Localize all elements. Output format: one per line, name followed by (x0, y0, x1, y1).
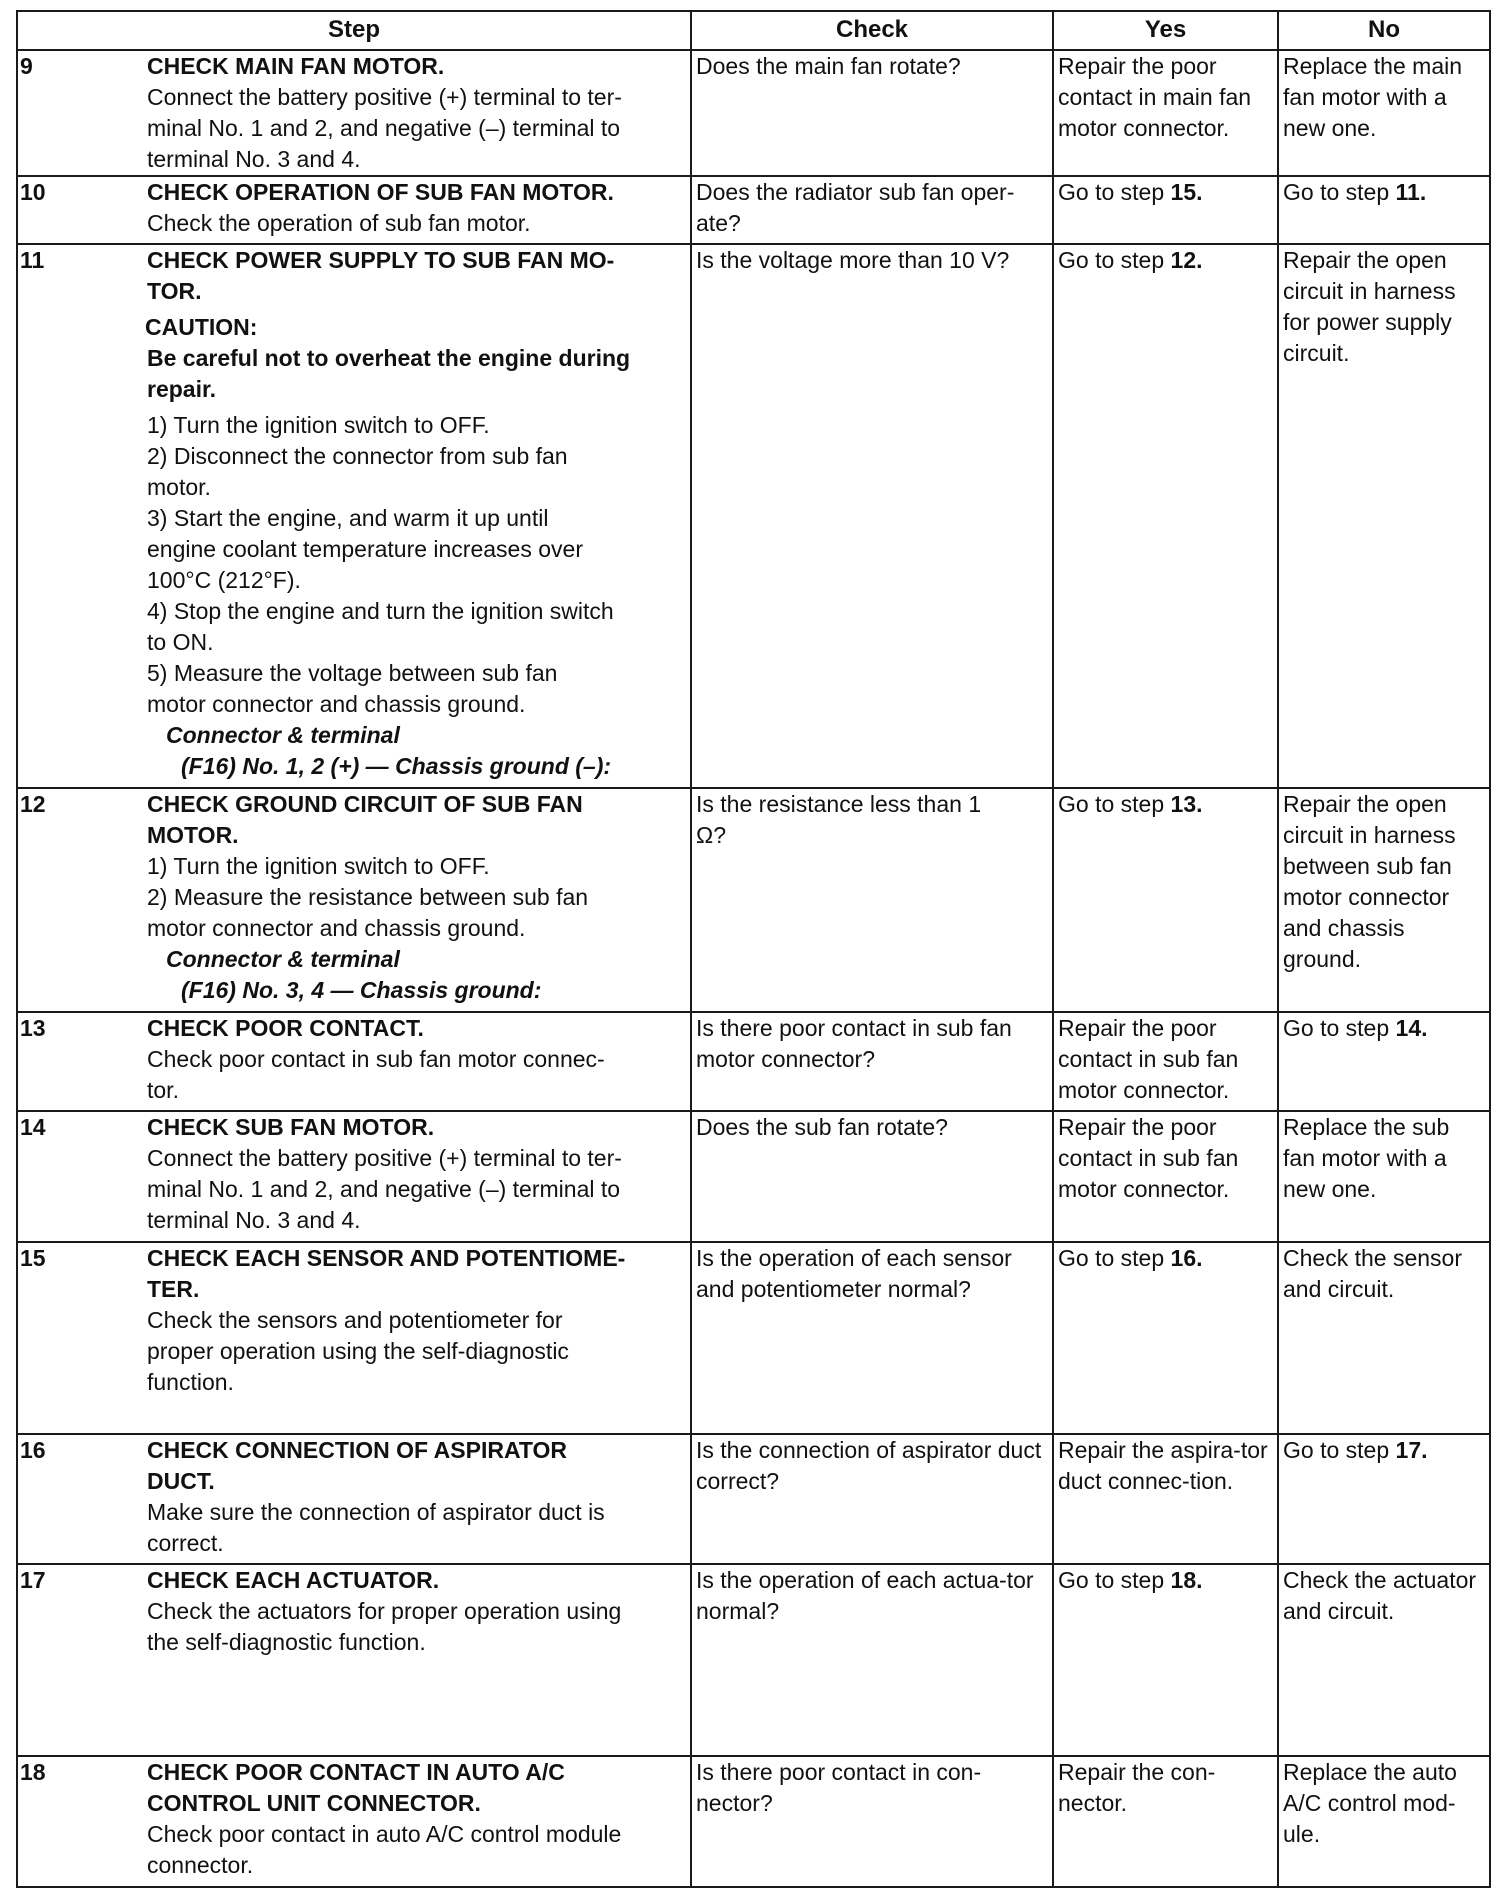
diagnostic-table (16, 10, 1491, 1888)
step-title: CHECK POWER SUPPLY TO SUB FAN MO- (147, 247, 615, 273)
step-cell (139, 1111, 691, 1242)
caution-label: CAUTION: (145, 314, 258, 340)
step-line: 3) Start the engine, and warm it up until (147, 505, 549, 531)
step-title: TOR. (147, 278, 202, 304)
step-number: 11 (17, 244, 139, 788)
table-row (17, 1012, 1490, 1111)
goto-step-number: 12. (1170, 247, 1203, 273)
step-title: TER. (147, 1276, 200, 1302)
goto-step-number: 17. (1395, 1437, 1428, 1463)
step-cell (139, 176, 691, 244)
step-cell (139, 1434, 691, 1564)
check-cell: Does the sub fan rotate? (691, 1111, 1053, 1242)
step-line: motor connector and chassis ground. (147, 691, 526, 717)
yes-cell (1053, 788, 1278, 1012)
no-cell: Check the sensor and circuit. (1278, 1242, 1490, 1434)
step-line: the self-diagnostic function. (147, 1629, 426, 1655)
step-cell (139, 50, 691, 176)
goto-text: Go to step (1283, 1437, 1390, 1463)
no-cell (1278, 176, 1490, 244)
step-number: 15 (17, 1242, 139, 1434)
step-number: 9 (17, 50, 139, 176)
step-title: MOTOR. (147, 822, 239, 848)
goto-text: Go to step (1058, 1245, 1165, 1271)
table-row (17, 1111, 1490, 1242)
header-step: Step (17, 11, 691, 50)
step-line: to ON. (147, 629, 214, 655)
goto-step-number: 13. (1170, 791, 1203, 817)
step-line: Make sure the connection of aspirator duct is (147, 1499, 605, 1525)
check-cell: Does the main fan rotate? (691, 50, 1053, 176)
connector-label: Connector & terminal (166, 946, 400, 972)
step-line: Connect the battery positive (+) terminal to ter- (147, 84, 622, 110)
yes-cell: Repair the poor contact in sub fan motor connector. (1053, 1012, 1278, 1111)
goto-text: Go to step (1058, 179, 1165, 205)
table-row (17, 788, 1490, 1012)
step-number: 18 (17, 1756, 139, 1887)
step-line: 1) Turn the ignition switch to OFF. (147, 853, 490, 879)
step-title: DUCT. (147, 1468, 215, 1494)
caution-line: Be careful not to overheat the engine during (147, 345, 631, 371)
check-cell: Is there poor contact in con-nector? (691, 1756, 1053, 1887)
no-cell: Replace the auto A/C control mod-ule. (1278, 1756, 1490, 1887)
step-number: 16 (17, 1434, 139, 1564)
step-title: CHECK GROUND CIRCUIT OF SUB FAN (147, 791, 583, 817)
goto-step-number: 11. (1395, 179, 1427, 205)
step-line: Check the actuators for proper operation using (147, 1598, 622, 1624)
goto-text: Go to step (1283, 1015, 1390, 1041)
step-line: minal No. 1 and 2, and negative (–) terminal to (147, 115, 621, 141)
step-line: 2) Measure the resistance between sub fan (147, 884, 589, 910)
step-title: CHECK MAIN FAN MOTOR. (147, 53, 445, 79)
header-no: No (1278, 11, 1490, 50)
step-line: 100°C (212°F). (147, 567, 301, 593)
step-number: 13 (17, 1012, 139, 1111)
step-line: 5) Measure the voltage between sub fan (147, 660, 558, 686)
yes-cell (1053, 244, 1278, 788)
check-cell: Is the operation of each actua-tor normal? (691, 1564, 1053, 1756)
step-number: 10 (17, 176, 139, 244)
check-line: Is the resistance less than 1 (696, 791, 982, 817)
connector-spec: (F16) No. 3, 4 — Chassis ground: (181, 977, 542, 1003)
step-title: CHECK POOR CONTACT. (147, 1015, 424, 1041)
step-line: Check poor contact in auto A/C control module (147, 1821, 622, 1847)
header-yes: Yes (1053, 11, 1278, 50)
table-row (17, 1564, 1490, 1756)
yes-cell (1053, 1242, 1278, 1434)
goto-step-number: 16. (1170, 1245, 1203, 1271)
step-number: 14 (17, 1111, 139, 1242)
check-line: Ω? (696, 822, 727, 848)
step-cell (139, 1756, 691, 1887)
goto-text: Go to step (1283, 179, 1390, 205)
step-line: Connect the battery positive (+) terminal to ter- (147, 1145, 622, 1171)
step-line: function. (147, 1369, 234, 1395)
yes-cell: Repair the aspira-tor duct connec-tion. (1053, 1434, 1278, 1564)
goto-step-number: 18. (1170, 1567, 1203, 1593)
step-line: Check the operation of sub fan motor. (147, 210, 531, 236)
yes-cell: Repair the poor contact in main fan motor connector. (1053, 50, 1278, 176)
goto-text: Go to step (1058, 1567, 1165, 1593)
step-number: 12 (17, 788, 139, 1012)
step-line: motor connector and chassis ground. (147, 915, 526, 941)
table-row (17, 244, 1490, 788)
table-header-row (17, 11, 1490, 50)
goto-step-number: 15. (1170, 179, 1203, 205)
no-cell: Replace the main fan motor with a new one. (1278, 50, 1490, 176)
step-cell (139, 1564, 691, 1756)
table-row (17, 50, 1490, 176)
step-cell (139, 1242, 691, 1434)
step-line: engine coolant temperature increases over (147, 536, 583, 562)
step-cell (139, 788, 691, 1012)
no-cell: Check the actuator and circuit. (1278, 1564, 1490, 1756)
step-title: CONTROL UNIT CONNECTOR. (147, 1790, 481, 1816)
caution-line: repair. (147, 376, 217, 402)
no-cell: Repair the open circuit in harness between sub fan motor connector and chassis ground. (1278, 788, 1490, 1012)
step-line: proper operation using the self-diagnostic (147, 1338, 569, 1364)
step-cell (139, 1012, 691, 1111)
yes-cell: Repair the poor contact in sub fan motor connector. (1053, 1111, 1278, 1242)
step-title: CHECK SUB FAN MOTOR. (147, 1114, 435, 1140)
connector-spec: (F16) No. 1, 2 (+) — Chassis ground (–): (181, 753, 612, 779)
step-line: correct. (147, 1530, 224, 1556)
check-cell: Is the voltage more than 10 V? (691, 244, 1053, 788)
caution-text (147, 343, 684, 405)
table-row (17, 1242, 1490, 1434)
step-line: connector. (147, 1852, 254, 1878)
goto-text: Go to step (1058, 791, 1165, 817)
step-line: motor. (147, 474, 211, 500)
step-number: 17 (17, 1564, 139, 1756)
header-check: Check (691, 11, 1053, 50)
table-row (17, 176, 1490, 244)
connector-label: Connector & terminal (166, 722, 400, 748)
step-line: tor. (147, 1077, 179, 1103)
no-cell (1278, 1012, 1490, 1111)
check-cell (691, 788, 1053, 1012)
step-line: minal No. 1 and 2, and negative (–) terminal to (147, 1176, 621, 1202)
table-row (17, 1756, 1490, 1887)
step-cell (139, 244, 691, 788)
step-title: CHECK EACH ACTUATOR. (147, 1567, 440, 1593)
step-title: CHECK CONNECTION OF ASPIRATOR (147, 1437, 567, 1463)
step-line: 1) Turn the ignition switch to OFF. (147, 412, 490, 438)
step-line: terminal No. 3 and 4. (147, 146, 361, 172)
check-cell: Is there poor contact in sub fan motor connector? (691, 1012, 1053, 1111)
step-title: CHECK EACH SENSOR AND POTENTIOME- (147, 1245, 626, 1271)
step-line: Check poor contact in sub fan motor connec- (147, 1046, 605, 1072)
step-line: Check the sensors and potentiometer for (147, 1307, 563, 1333)
check-cell: Does the radiator sub fan oper-ate? (691, 176, 1053, 244)
no-cell: Repair the open circuit in harness for power supply circuit. (1278, 244, 1490, 788)
step-line: terminal No. 3 and 4. (147, 1207, 361, 1233)
no-cell: Replace the sub fan motor with a new one. (1278, 1111, 1490, 1242)
yes-cell (1053, 176, 1278, 244)
no-cell (1278, 1434, 1490, 1564)
goto-text: Go to step (1058, 247, 1165, 273)
yes-cell: Repair the con-nector. (1053, 1756, 1278, 1887)
step-title: CHECK POOR CONTACT IN AUTO A/C (147, 1759, 565, 1785)
check-cell: Is the operation of each sensor and potentiometer normal? (691, 1242, 1053, 1434)
step-line: 2) Disconnect the connector from sub fan (147, 443, 568, 469)
step-title: CHECK OPERATION OF SUB FAN MOTOR. (147, 179, 614, 205)
goto-step-number: 14. (1395, 1015, 1428, 1041)
step-line: 4) Stop the engine and turn the ignition switch (147, 598, 614, 624)
check-cell: Is the connection of aspirator duct correct? (691, 1434, 1053, 1564)
yes-cell (1053, 1564, 1278, 1756)
table-row (17, 1434, 1490, 1564)
